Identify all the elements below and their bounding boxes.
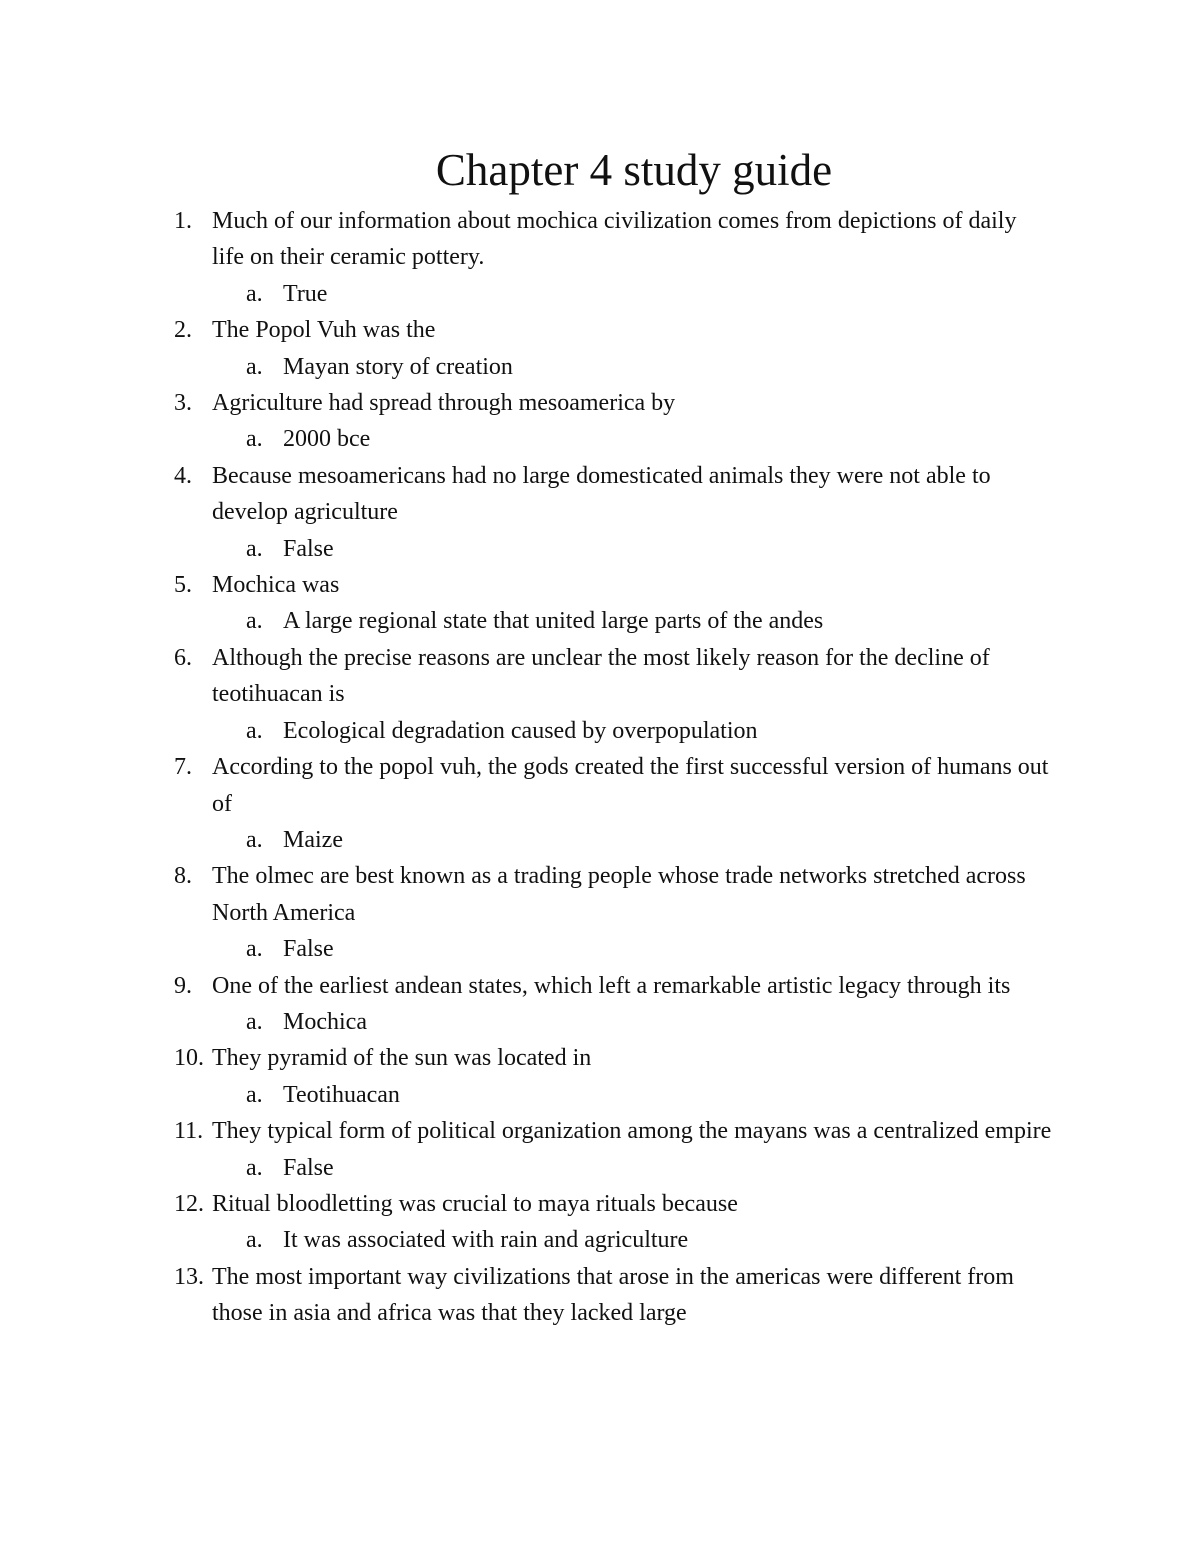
answer-item: [0, 1222, 1083, 1258]
answer-letter: a.: [246, 1227, 263, 1254]
answer-letter: a.: [246, 717, 263, 744]
answer-text: It was associated with rain and agriculture: [283, 1227, 689, 1254]
question-number: 10.: [174, 1045, 204, 1072]
answer-item: [0, 349, 1083, 385]
answer-item: [0, 1077, 1083, 1113]
question-text: Agriculture had spread through mesoamerica by: [212, 390, 676, 417]
question-item: [0, 968, 1052, 1004]
answer-letter: a.: [246, 426, 263, 453]
question-item: [0, 1040, 1052, 1076]
question-text: They pyramid of the sun was located in: [212, 1045, 592, 1072]
question-number: 9.: [174, 972, 192, 999]
question-number: 11.: [174, 1118, 204, 1145]
question-text: Much of our information about mochica civilization comes from depictions of daily life on their ceramic pottery.: [212, 208, 1017, 271]
answer-item: [0, 1150, 1083, 1186]
question-number: 7.: [174, 754, 192, 781]
question-item: [0, 203, 1052, 276]
question-number: 2.: [174, 317, 192, 344]
question-text: The Popol Vuh was the: [212, 317, 436, 344]
question-text: The olmec are best known as a trading people whose trade networks stretched across North America: [212, 863, 1026, 926]
answer-letter: a.: [246, 826, 263, 853]
answer-text: Maize: [283, 826, 343, 853]
question-number: 13.: [174, 1263, 204, 1290]
answer-text: 2000 bce: [283, 426, 371, 453]
question-item: [0, 1113, 1052, 1149]
answer-text: True: [283, 280, 328, 307]
question-list: [0, 203, 1200, 1332]
answer-text: False: [283, 1154, 334, 1181]
answer-text: A large regional state that united large parts of the andes: [283, 608, 824, 635]
question-item: [0, 858, 1052, 931]
answer-letter: a.: [246, 1154, 263, 1181]
answer-text: Mayan story of creation: [283, 353, 513, 380]
question-text: They typical form of political organization among the mayans was a centralized empire: [212, 1118, 1052, 1145]
question-number: 5.: [174, 572, 192, 599]
answer-text: False: [283, 936, 334, 963]
answer-text: Ecological degradation caused by overpopulation: [283, 717, 758, 744]
question-text: Although the precise reasons are unclear the most likely reason for the decline of teotihuacan is: [212, 644, 990, 708]
answer-item: [0, 713, 1083, 749]
question-text: Mochica was: [212, 572, 340, 599]
question-text: According to the popol vuh, the gods created the first successful version of humans out of: [212, 754, 1049, 817]
answer-item: [0, 531, 1083, 567]
answer-item: [0, 931, 1083, 967]
answer-letter: a.: [246, 1081, 263, 1108]
question-item: [0, 749, 1052, 822]
question-text: Ritual bloodletting was crucial to maya rituals because: [212, 1190, 738, 1217]
question-text: The most important way civilizations that arose in the americas were different from those in asia and africa was that they lacked large: [212, 1263, 1014, 1327]
question-item: [0, 385, 1052, 421]
question-item: [0, 640, 1052, 713]
answer-text: Teotihuacan: [283, 1081, 400, 1108]
answer-letter: a.: [246, 535, 263, 562]
answer-letter: a.: [246, 608, 263, 635]
question-item: [0, 567, 1052, 603]
answer-item: [0, 822, 1083, 858]
question-number: 8.: [174, 863, 192, 890]
answer-item: [0, 603, 1083, 639]
question-number: 12.: [174, 1190, 204, 1217]
answer-item: [0, 1004, 1083, 1040]
question-number: 1.: [174, 208, 192, 234]
answer-letter: a.: [246, 353, 263, 380]
answer-item: [0, 421, 1083, 457]
question-number: 4.: [174, 462, 192, 489]
answer-letter: a.: [246, 936, 263, 963]
question-number: 6.: [174, 644, 192, 671]
answer-text: False: [283, 535, 334, 562]
answer-text: Mochica: [283, 1008, 367, 1035]
answer-letter: a.: [246, 280, 263, 307]
page-title: Chapter 4 study guide: [435, 145, 833, 195]
question-text: One of the earliest andean states, which left a remarkable artistic legacy through its: [212, 972, 1011, 999]
question-item: [0, 458, 1052, 531]
answer-letter: a.: [246, 1008, 263, 1035]
question-text: Because mesoamericans had no large domesticated animals they were not able to develop agriculture: [212, 462, 991, 526]
question-item: [0, 1259, 1052, 1332]
question-item: [0, 312, 1052, 348]
question-number: 3.: [174, 390, 192, 417]
question-item: [0, 1186, 1052, 1222]
answer-item: [0, 276, 1083, 312]
